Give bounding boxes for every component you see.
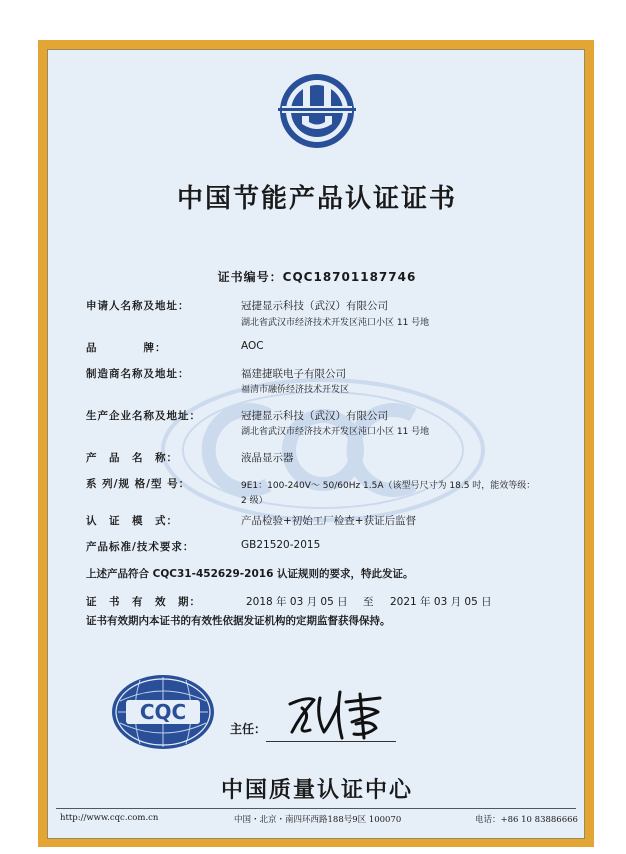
certification-mode-label: 认 证 模 式： xyxy=(86,515,178,527)
brand-value: AOC xyxy=(241,340,264,352)
certificate-title: 中国节能产品认证证书 xyxy=(176,184,457,214)
model-label: 系 列/规 格/型 号： xyxy=(86,478,191,490)
applicant-label: 申请人名称及地址： xyxy=(86,300,190,312)
validity-note: 证书有效期内本证书的有效性依据发证机构的定期监督获得保持。 xyxy=(86,615,391,627)
validity-from: 2018 年 03 月 05 日 xyxy=(246,596,348,608)
model-value-cont: 2 级） xyxy=(241,496,268,506)
director-signature xyxy=(280,686,400,744)
producer-address: 湖北省武汉市经济技术开发区沌口小区 11 号地 xyxy=(241,427,430,437)
validity-label: 证 书 有 效 期： xyxy=(86,596,201,608)
certificate-number-value: CQC18701187746 xyxy=(282,270,417,284)
footer-website: http://www.cqc.com.cn xyxy=(60,813,159,823)
cqc-seal-icon xyxy=(110,673,216,751)
issuer-name: 中国质量认证中心 xyxy=(220,778,413,803)
certificate-number xyxy=(48,268,585,285)
energy-saving-logo-icon xyxy=(278,72,356,150)
footer-address: 中国・北京・南四环西路188号9区 100070 xyxy=(234,815,402,825)
footer-divider xyxy=(56,808,576,809)
signature-line xyxy=(266,741,396,742)
certificate-paper xyxy=(47,49,585,839)
compliance-statement: 上述产品符合 CQC31-452629-2016 认证规则的要求，特此发证。 xyxy=(86,568,414,580)
manufacturer-name: 福建捷联电子有限公司 xyxy=(241,368,346,380)
product-label: 产 品 名 称： xyxy=(86,452,178,464)
applicant-name: 冠捷显示科技（武汉）有限公司 xyxy=(241,300,388,312)
standard-label: 产品标准/技术要求： xyxy=(86,541,195,553)
director-label: 主任： xyxy=(230,722,267,736)
standard-value: GB21520-2015 xyxy=(241,539,321,551)
footer-phone: 电话：+86 10 83886666 xyxy=(475,815,578,825)
cqc-watermark xyxy=(158,375,488,525)
manufacturer-label: 制造商名称及地址： xyxy=(86,368,190,380)
certification-mode-value: 产品检验+初始工厂检查+获证后监督 xyxy=(241,515,417,527)
product-value: 液晶显示器 xyxy=(241,452,294,464)
brand-label: 品 牌： xyxy=(86,342,167,354)
producer-name: 冠捷显示科技（武汉）有限公司 xyxy=(241,410,388,422)
cqc-seal-text: CQC xyxy=(139,700,187,724)
model-value: 9E1：100-240V～ 50/60Hz 1.5A（该型号尺寸为 18.5 吋，能效等级： xyxy=(241,481,536,491)
applicant-address: 湖北省武汉市经济技术开发区沌口小区 11 号地 xyxy=(241,318,430,328)
manufacturer-address: 福清市融侨经济技术开发区 xyxy=(241,385,350,395)
certificate-number-label: 证书编号： xyxy=(217,270,283,284)
validity-to: 2021 年 03 月 05 日 xyxy=(390,596,492,608)
producer-label: 生产企业名称及地址： xyxy=(86,410,201,422)
validity-to-word: 至 xyxy=(363,596,374,608)
